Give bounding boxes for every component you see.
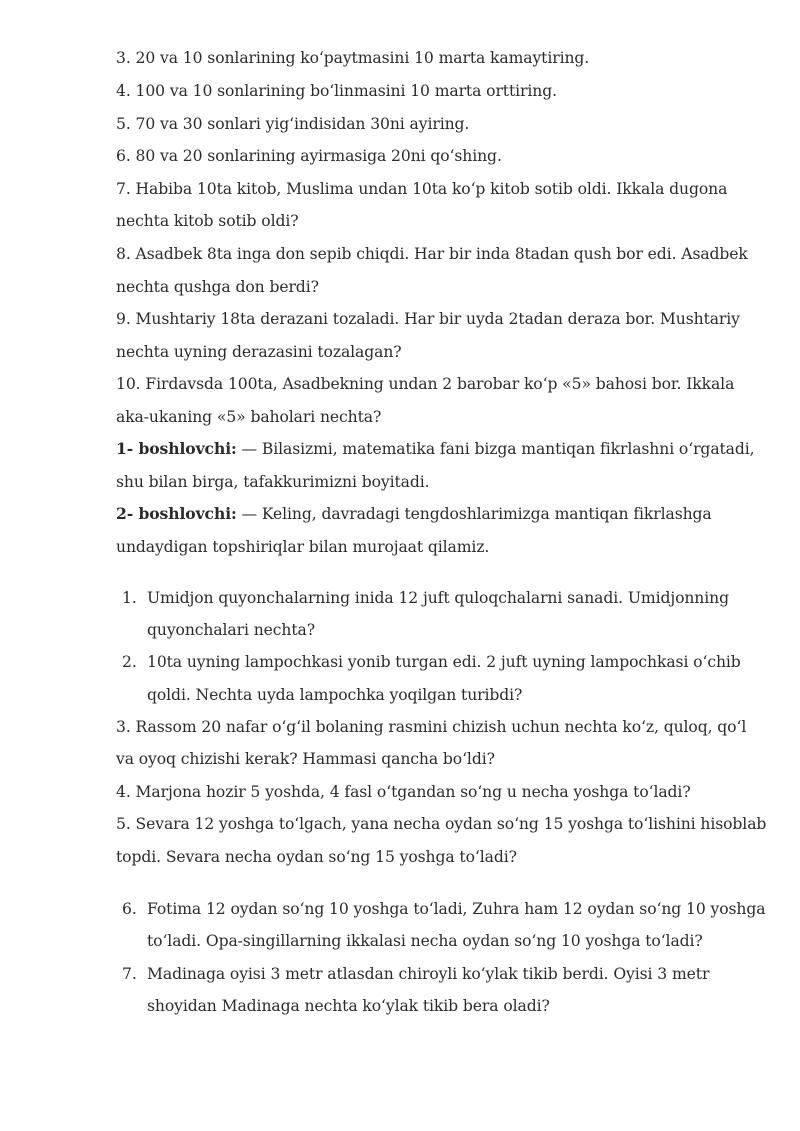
question-7-line-1: 7. Habiba 10ta kitob, Muslima undan 10ta ko‘p kitob sotib oldi. Ikkala dugona [116,180,728,198]
question-8-line-2: nechta qushga don berdi? [116,278,319,296]
question-10-line-2: aka-ukaning «5» baholari nechta? [116,408,382,426]
task-3-line-1: 3. Rassom 20 nafar o‘g‘il bolaning rasmini chizish uchun nechta ko‘z, quloq, qo‘l [116,718,747,736]
task-2-line-1: 10ta uyning lampochkasi yonib turgan edi. 2 juft uyning lampochkasi o‘chib [147,653,741,671]
question-5: 5. 70 va 30 sonlari yig‘indisidan 30ni ayiring. [116,115,470,133]
host-2-label: 2- boshlovchi: [116,504,237,523]
host-1-label: 1- boshlovchi: [116,439,237,458]
question-9-line-1: 9. Mushtariy 18ta derazani tozaladi. Har bir uyda 2tadan deraza bor. Mushtariy [116,310,740,328]
task-5-line-1: 5. Sevara 12 yoshga to‘lgach, yana necha oydan so‘ng 15 yoshga to‘lishini hisoblab [116,815,767,833]
question-6: 6. 80 va 20 sonlarining ayirmasiga 20ni qo‘shing. [116,147,502,165]
host-1-text: — Bilasizmi, matematika fani bizga mantiqan fikrlashni o‘rgatadi, [236,440,755,458]
task-6-line-1: Fotima 12 oydan so‘ng 10 yoshga to‘ladi, Zuhra ham 12 oydan so‘ng 10 yoshga [147,900,766,918]
list-marker-1: 1. [122,589,137,607]
task-7-line-2: shoyidan Madinaga nechta ko‘ylak tikib bera oladi? [147,997,550,1015]
host-2-line-2: undaydigan topshiriqlar bilan murojaat qilamiz. [116,538,490,556]
host-2-line-1 [116,503,712,525]
task-1-line-1: Umidjon quyonchalarning inida 12 juft quloqchalarni sanadi. Umidjonning [147,589,729,607]
list-marker-6: 6. [122,900,137,918]
task-6-line-2: to‘ladi. Opa-singillarning ikkalasi necha oydan so‘ng 10 yoshga to‘ladi? [147,932,703,950]
host-1-line-1 [116,438,755,460]
task-5-line-2: topdi. Sevara necha oydan so‘ng 15 yoshga to‘ladi? [116,848,517,866]
question-7-line-2: nechta kitob sotib oldi? [116,212,299,230]
host-2-text: — Keling, davradagi tengdoshlarimizga mantiqan fikrlashga [236,505,712,523]
question-10-line-1: 10. Firdavsda 100ta, Asadbekning undan 2 barobar ko‘p «5» bahosi bor. Ikkala [116,375,735,393]
list-marker-7: 7. [122,965,137,983]
task-2-line-2: qoldi. Nechta uyda lampochka yoqilgan turibdi? [147,686,523,704]
question-4: 4. 100 va 10 sonlarining bo‘linmasini 10 marta orttiring. [116,82,557,100]
host-1-line-2: shu bilan birga, tafakkurimizni boyitadi. [116,473,430,491]
task-7-line-1: Madinaga oyisi 3 metr atlasdan chiroyli ko‘ylak tikib berdi. Oyisi 3 metr [147,965,710,983]
list-marker-2: 2. [122,653,137,671]
task-1-line-2: quyonchalari nechta? [147,621,315,639]
task-4: 4. Marjona hozir 5 yoshda, 4 fasl o‘tgandan so‘ng u necha yoshga to‘ladi? [116,783,691,801]
question-9-line-2: nechta uyning derazasini tozalagan? [116,343,402,361]
task-3-line-2: va oyoq chizishi kerak? Hammasi qancha bo‘ldi? [116,750,495,768]
question-3: 3. 20 va 10 sonlarining ko‘paytmasini 10 marta kamaytiring. [116,49,590,67]
question-8-line-1: 8. Asadbek 8ta inga don sepib chiqdi. Har bir inda 8tadan qush bor edi. Asadbek [116,245,748,263]
